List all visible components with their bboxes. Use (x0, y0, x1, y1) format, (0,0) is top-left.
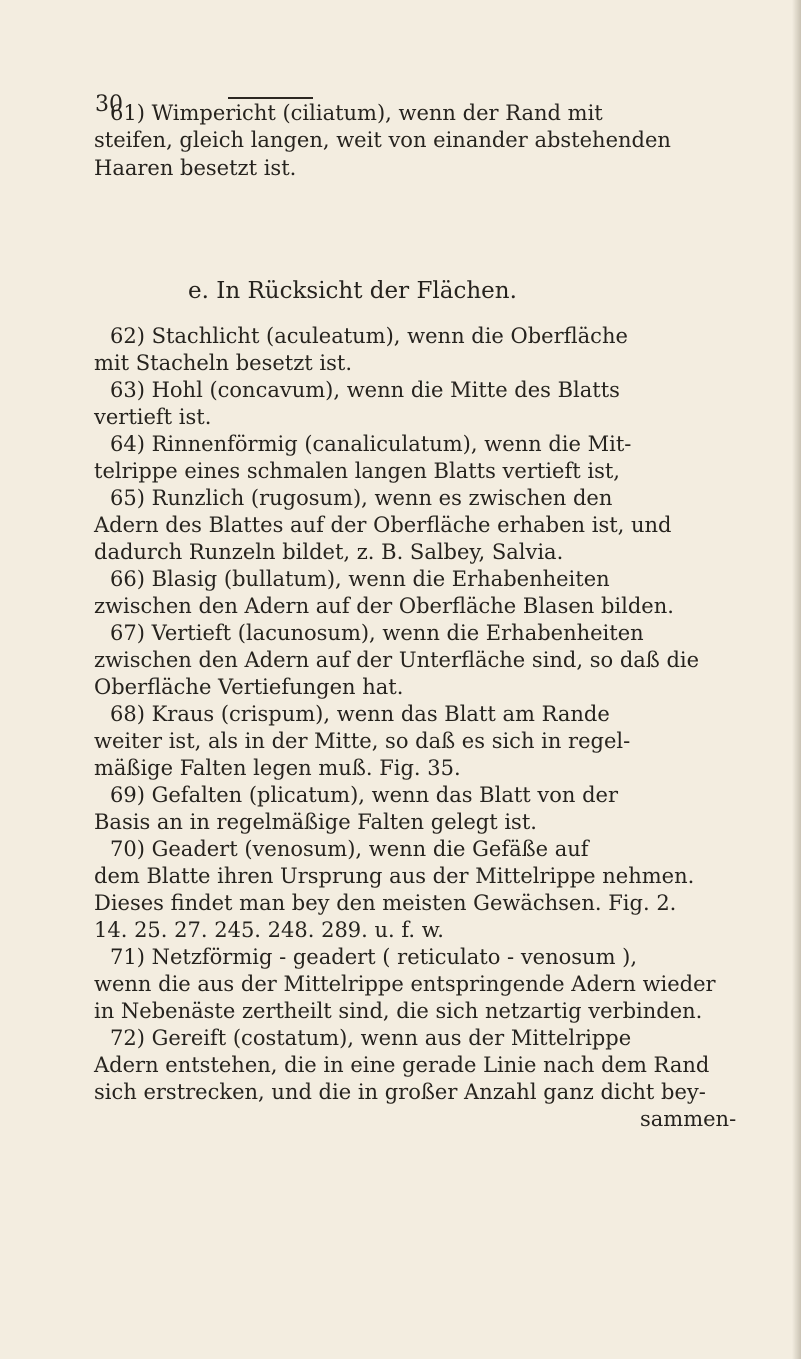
text-line: wenn die aus der Mittelrippe entspringende Adern wieder (94, 972, 716, 996)
header-rule (228, 97, 313, 99)
text-line: sich erstrecken, und die in großer Anzahl ganz dicht bey- (94, 1080, 706, 1104)
text-line: Adern entstehen, die in eine gerade Linie nach dem Rand (94, 1053, 710, 1077)
text-line: 72) Gereift (costatum), wenn aus der Mittelrippe (110, 1026, 632, 1050)
text-line: Oberfläche Vertiefungen hat. (94, 675, 404, 699)
page-number: 30 (95, 92, 123, 117)
text-line: 62) Stachlicht (aculeatum), wenn die Oberfläche (110, 324, 628, 348)
text-line: 64) Rinnenförmig (canaliculatum), wenn die Mit- (110, 432, 632, 456)
text-line: 69) Gefalten (plicatum), wenn das Blatt von der (110, 783, 619, 807)
text-line: 14. 25. 27. 245. 248. 289. u. f. w. (94, 918, 444, 942)
page-edge (792, 0, 801, 1359)
text-line: 61) Wimpericht (ciliatum), wenn der Rand mit (110, 101, 603, 125)
text-line: Haaren besetzt ist. (94, 156, 297, 180)
text-line: dem Blatte ihren Ursprung aus der Mittelrippe nehmen. (94, 864, 695, 888)
section-heading: e. In Rücksicht der Flächen. (188, 278, 517, 304)
text-line: dadurch Runzeln bildet, z. B. Salbey, Salvia. (94, 540, 564, 564)
text-line: 71) Netzförmig - geadert ( reticulato - venosum ), (110, 945, 638, 969)
text-line: weiter ist, als in der Mitte, so daß es sich in regel- (94, 729, 631, 753)
text-line: 65) Runzlich (rugosum), wenn es zwischen den (110, 486, 613, 510)
text-line: zwischen den Adern auf der Oberfläche Blasen bilden. (94, 594, 674, 618)
text-line: mit Stacheln besetzt ist. (94, 351, 353, 375)
text-line: 70) Geadert (venosum), wenn die Gefäße auf (110, 837, 589, 861)
text-line: in Nebenäste zertheilt sind, die sich netzartig verbinden. (94, 999, 703, 1023)
text-line: vertieft ist. (94, 405, 212, 429)
text-line: 68) Kraus (crispum), wenn das Blatt am Rande (110, 702, 610, 726)
text-line: Basis an in regelmäßige Falten gelegt ist. (94, 810, 537, 834)
text-line: Dieses findet man bey den meisten Gewächsen. Fig. 2. (94, 891, 677, 915)
text-line: 67) Vertieft (lacunosum), wenn die Erhabenheiten (110, 621, 644, 645)
text-line: 66) Blasig (bullatum), wenn die Erhabenheiten (110, 567, 610, 591)
text-line: 63) Hohl (concavum), wenn die Mitte des Blatts (110, 378, 620, 402)
text-line: mäßige Falten legen muß. Fig. 35. (94, 756, 461, 780)
text-line: sammen- (640, 1107, 737, 1131)
text-line: steifen, gleich langen, weit von einander abstehenden (94, 128, 671, 152)
text-line: zwischen den Adern auf der Unterfläche sind, so daß die (94, 648, 700, 672)
text-line: telrippe eines schmalen langen Blatts vertieft ist, (94, 459, 620, 483)
text-line: Adern des Blattes auf der Oberfläche erhaben ist, und (94, 513, 672, 537)
